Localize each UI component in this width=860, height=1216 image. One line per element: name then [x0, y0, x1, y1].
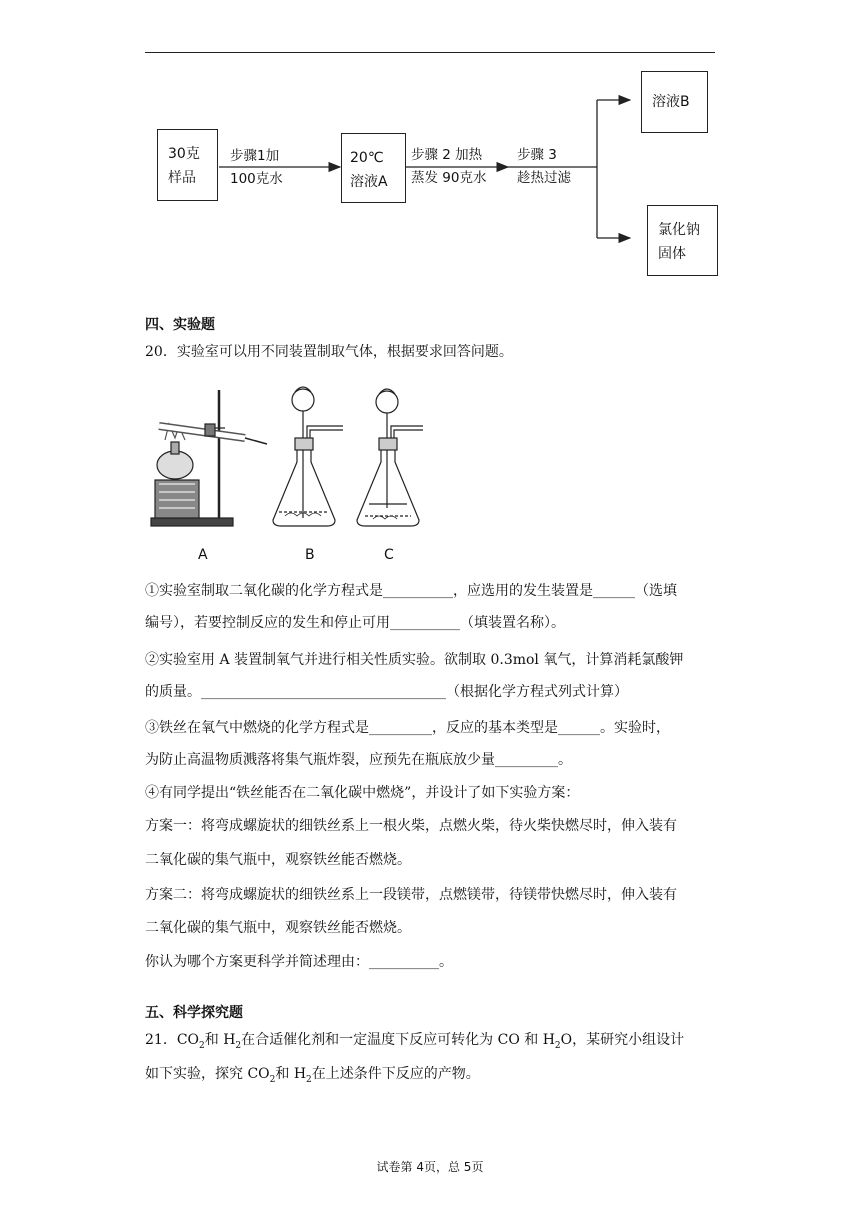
q20-line-5: ③铁丝在氧气中燃烧的化学方程式是_________，反应的基本类型是______。实验时， — [145, 720, 670, 736]
q20-line-4: 的质量。___________________________________（根据化学方程式列式计算） — [145, 684, 628, 700]
flow-box-sample-line2: 样品 — [168, 170, 196, 186]
step1-line2: 100克水 — [230, 171, 283, 187]
flow-box-b-text: 溶液B — [652, 94, 690, 110]
q21-text-1: 21．CO — [145, 1032, 200, 1048]
lab-apparatus-figure — [145, 380, 435, 540]
q20-line-2: 编号），若要控制反应的发生和停止可用__________（填装置名称）。 — [145, 615, 565, 631]
q20-stem: 20．实验室可以用不同装置制取气体，根据要求回答问题。 — [145, 344, 513, 360]
q21-line-2 — [145, 1064, 480, 1090]
apparatus-label-b: B — [305, 547, 315, 563]
q21-line-1 — [145, 1030, 684, 1056]
q20-line-7: ④有同学提出“铁丝能否在二氧化碳中燃烧”，并设计了如下实验方案： — [145, 785, 580, 801]
q21-text-5: 如下实验，探究 CO — [145, 1066, 270, 1082]
q21-sub-3: 2 — [554, 1040, 561, 1051]
apparatus-label-a: A — [198, 547, 208, 563]
q20-line-9: 二氧化碳的集气瓶中，观察铁丝能否燃烧。 — [145, 852, 411, 868]
flow-box-nacl-line2: 固体 — [658, 246, 686, 262]
step1-line1: 步骤1加 — [230, 148, 280, 164]
flow-box-solution-a — [341, 133, 406, 203]
flow-box-nacl-solid — [647, 205, 718, 276]
step3-line2: 趁热过滤 — [517, 170, 571, 186]
apparatus-a — [151, 390, 267, 526]
q20-line-12: 你认为哪个方案更科学并简述理由：__________。 — [145, 954, 453, 970]
q21-sub-5: 2 — [306, 1074, 312, 1085]
step2-label — [411, 144, 486, 190]
q21-text-3: 在合适催化剂和一定温度下反应可转化为 CO 和 H — [241, 1032, 555, 1048]
step3-line1: 步骤 3 — [517, 147, 557, 163]
flow-box-a-line2: 溶液A — [350, 174, 388, 190]
q21-text-7: 在上述条件下反应的产物。 — [311, 1066, 480, 1082]
q20-line-10: 方案二：将弯成螺旋状的细铁丝系上一段镁带，点燃镁带，待镁带快燃尽时，伸入装有 — [145, 887, 677, 903]
q20-line-6: 为防止高温物质溅落将集气瓶炸裂，应预先在瓶底放少量_________。 — [145, 752, 572, 768]
q21-text-4: O，某研究小组设计 — [560, 1032, 685, 1048]
step1-label — [230, 145, 283, 191]
q21-sub-2: 2 — [235, 1040, 242, 1051]
step3-label — [517, 144, 571, 190]
page-footer: 试卷第 4页，总 5页 — [376, 1160, 484, 1174]
step2-line1: 步骤 2 加热 — [411, 147, 483, 163]
q20-line-3: ②实验室用 A 装置制氧气并进行相关性质实验。欲制取 0.3mol 氧气，计算消耗氯酸钾 — [145, 652, 684, 668]
step2-line2: 蒸发 90克水 — [411, 170, 487, 186]
apparatus-b — [273, 387, 343, 526]
apparatus-c — [357, 389, 423, 526]
q20-line-8: 方案一：将弯成螺旋状的细铁丝系上一根火柴，点燃火柴，待火柴快燃尽时，伸入装有 — [145, 818, 677, 834]
flow-box-sample — [157, 129, 218, 201]
q21-text-2: 和 H — [204, 1032, 236, 1048]
apparatus-label-c: C — [384, 547, 394, 563]
flow-box-a-line1: 20℃ — [350, 150, 384, 166]
flow-box-sample-line1: 30克 — [168, 146, 200, 162]
q20-line-11: 二氧化碳的集气瓶中，观察铁丝能否燃烧。 — [145, 920, 411, 936]
q21-sub-4: 2 — [269, 1074, 276, 1085]
section4-heading: 四、实验题 — [145, 317, 215, 333]
q20-line-1: ①实验室制取二氧化碳的化学方程式是__________，应选用的发生装置是______（选填 — [145, 583, 677, 599]
flow-box-solution-b — [641, 71, 708, 133]
section5-heading: 五、科学探究题 — [145, 1005, 243, 1021]
flow-box-nacl-line1: 氯化钠 — [658, 222, 700, 238]
q21-text-6: 和 H — [275, 1066, 307, 1082]
q21-sub-1: 2 — [199, 1040, 205, 1051]
